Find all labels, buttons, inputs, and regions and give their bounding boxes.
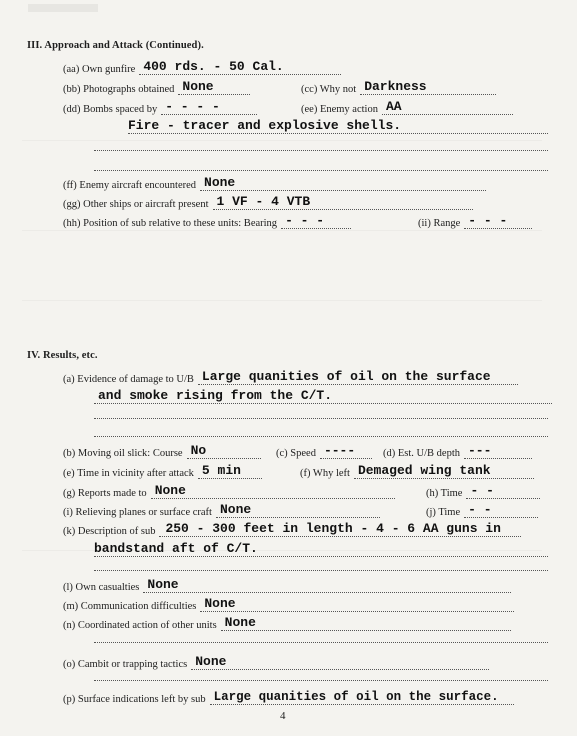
field-bb-label: (bb) Photographs obtained <box>63 84 175 95</box>
scan-smudge <box>28 4 98 12</box>
field-a-continuation-value: and smoke rising from the C/T. <box>94 389 552 404</box>
field-e <box>63 464 262 479</box>
field-b <box>63 444 261 459</box>
field-h-label: (h) Time <box>426 488 463 499</box>
field-n-value: None <box>221 616 511 631</box>
field-f-label: (f) Why left <box>300 468 350 479</box>
field-hh-value: - - - <box>281 214 351 229</box>
field-ii-label: (ii) Range <box>418 218 461 229</box>
field-bb <box>63 80 250 95</box>
field-c <box>276 444 372 459</box>
field-a <box>63 370 518 385</box>
field-d-label: (d) Est. U/B depth <box>383 448 460 459</box>
field-gg-label: (gg) Other ships or aircraft present <box>63 199 209 210</box>
field-c-label: (c) Speed <box>276 448 316 459</box>
field-g-value: None <box>151 484 395 499</box>
section-iv-heading: IV. Results, etc. <box>27 350 98 361</box>
field-p-value: Large quanities of oil on the surface. <box>210 690 514 705</box>
field-ee-continuation <box>128 119 548 134</box>
field-cc <box>301 80 496 95</box>
field-gg <box>63 195 473 210</box>
field-dd-label: (dd) Bombs spaced by <box>63 104 158 115</box>
field-j-value: - - <box>464 503 538 518</box>
field-d-value: --- <box>464 444 532 459</box>
field-ff-label: (ff) Enemy aircraft encountered <box>63 180 197 191</box>
bleed-through-line <box>22 300 542 301</box>
bleed-through-line <box>22 140 542 141</box>
blank-line <box>94 680 548 681</box>
field-o <box>63 655 489 670</box>
field-h-value: - - <box>466 484 540 499</box>
field-i <box>63 503 380 518</box>
field-e-label: (e) Time in vicinity after attack <box>63 468 194 479</box>
field-k-value: 250 - 300 feet in length - 4 - 6 AA guns in <box>159 522 521 537</box>
field-c-value: ---- <box>320 444 372 459</box>
blank-line <box>94 436 548 437</box>
field-k <box>63 522 521 537</box>
field-f <box>300 464 534 479</box>
field-a-value: Large quanities of oil on the surface <box>198 370 518 385</box>
blank-line <box>94 418 548 419</box>
blank-line <box>94 642 548 643</box>
field-i-value: None <box>216 503 380 518</box>
field-ff <box>63 176 486 191</box>
field-ee <box>301 100 513 115</box>
field-bb-value: None <box>178 80 250 95</box>
field-cc-label: (cc) Why not <box>301 84 357 95</box>
field-cc-value: Darkness <box>360 80 496 95</box>
field-a-label: (a) Evidence of damage to U/B <box>63 374 194 385</box>
field-m-value: None <box>200 597 514 612</box>
field-n <box>63 616 511 631</box>
field-o-value: None <box>191 655 489 670</box>
field-l-value: None <box>143 578 511 593</box>
field-hh <box>63 214 351 229</box>
field-k-continuation-value: bandstand aft of C/T. <box>94 542 548 557</box>
field-ee-value: AA <box>382 100 513 115</box>
field-m <box>63 597 514 612</box>
field-ee-continuation-value: Fire - tracer and explosive shells. <box>128 119 548 134</box>
field-dd-value: - - - - <box>161 100 257 115</box>
field-dd <box>63 100 257 115</box>
page-number: 4 <box>280 710 286 722</box>
field-d <box>383 444 532 459</box>
blank-line <box>94 150 548 151</box>
field-gg-value: 1 VF - 4 VTB <box>213 195 473 210</box>
field-aa <box>63 60 341 75</box>
field-j-label: (j) Time <box>426 507 461 518</box>
field-b-value: No <box>187 444 261 459</box>
field-ff-value: None <box>200 176 486 191</box>
field-aa-label: (aa) Own gunfire <box>63 64 136 75</box>
field-g-label: (g) Reports made to <box>63 488 147 499</box>
section-iii-heading: III. Approach and Attack (Continued). <box>27 40 204 51</box>
field-i-label: (i) Relieving planes or surface craft <box>63 507 212 518</box>
field-ii <box>418 214 532 229</box>
field-l <box>63 578 511 593</box>
field-g <box>63 484 395 499</box>
field-ee-label: (ee) Enemy action <box>301 104 378 115</box>
field-b-label: (b) Moving oil slick: Course <box>63 448 183 459</box>
field-j <box>426 503 538 518</box>
field-f-value: Demaged wing tank <box>354 464 534 479</box>
field-p <box>63 690 514 705</box>
field-n-label: (n) Coordinated action of other units <box>63 620 217 631</box>
field-ii-value: - - - <box>464 214 532 229</box>
field-hh-label: (hh) Position of sub relative to these units: Bearing <box>63 218 278 229</box>
field-l-label: (l) Own casualties <box>63 582 140 593</box>
field-p-label: (p) Surface indications left by sub <box>63 694 206 705</box>
blank-line <box>94 170 548 171</box>
field-a-continuation <box>94 389 552 404</box>
field-aa-value: 400 rds. - 50 Cal. <box>139 60 341 75</box>
field-h <box>426 484 540 499</box>
bleed-through-line <box>22 230 542 231</box>
field-e-value: 5 min <box>198 464 262 479</box>
field-o-label: (o) Cambit or trapping tactics <box>63 659 188 670</box>
field-k-label: (k) Description of sub <box>63 526 156 537</box>
field-m-label: (m) Communication difficulties <box>63 601 197 612</box>
blank-line <box>94 570 548 571</box>
field-k-continuation <box>94 542 548 557</box>
